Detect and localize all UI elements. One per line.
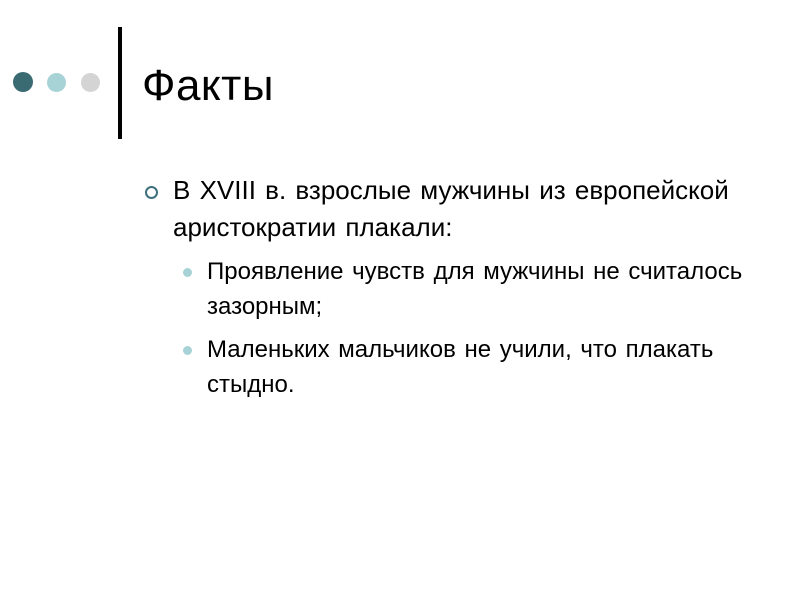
- sub-bullet-text: Маленьких мальчиков не учили, что плакать стыдно.: [207, 336, 714, 398]
- slide-title: Факты: [142, 61, 274, 110]
- title-divider-line: [118, 27, 122, 139]
- ring-bullet-icon: [145, 186, 158, 199]
- decor-dot-mid-icon: [47, 73, 66, 92]
- dot-bullet-icon: [183, 268, 192, 277]
- decor-dot-dark-icon: [13, 72, 33, 92]
- sub-bullet-text: Проявление чувств для мужчины не считалось зазорным;: [207, 258, 743, 320]
- dot-bullet-icon: [183, 346, 192, 355]
- slide-body: [140, 172, 760, 410]
- sub-bullet-list: [140, 254, 760, 402]
- bullet-text: В XVIII в. взрослые мужчины из европейской аристократии плакали:: [173, 175, 729, 242]
- decor-dot-light-icon: [81, 73, 100, 92]
- sub-bullet-item: [140, 332, 760, 402]
- bullet-item: [140, 172, 760, 246]
- sub-bullet-item: [140, 254, 760, 324]
